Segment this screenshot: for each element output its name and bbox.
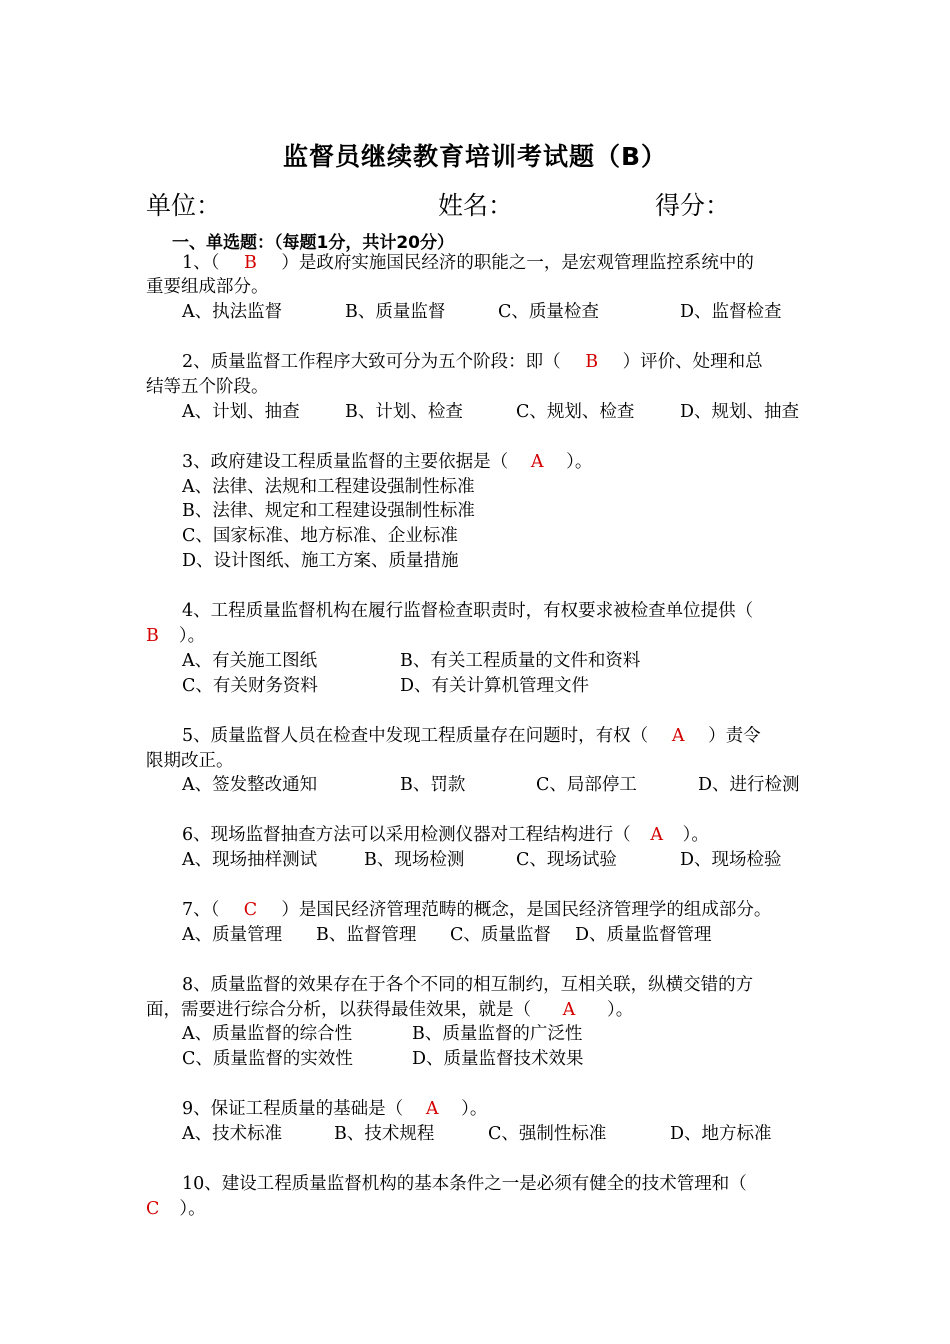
question-text: ）评价、处理和总 xyxy=(622,352,763,372)
question-1-cont: 重要组成部分。 xyxy=(146,277,269,297)
question-8-cont xyxy=(146,998,633,1022)
option: B、计划、检查 xyxy=(345,402,463,422)
option: C、强制性标准 xyxy=(488,1124,607,1144)
option: B、罚款 xyxy=(400,775,466,795)
unit-label: 单位： xyxy=(146,191,222,220)
question-text: ）是国民经济管理范畴的概念，是国民经济管理学的组成部分。 xyxy=(281,900,772,920)
question-text: ）。 xyxy=(566,452,593,472)
question-8: 8、质量监督的效果存在于各个不同的相互制约，互相关联，纵横交错的方 xyxy=(182,975,754,995)
option: A、现场抽样测试 xyxy=(182,850,318,870)
option: D、质量监督技术效果 xyxy=(412,1049,584,1069)
question-text: 7、（ xyxy=(182,900,220,920)
option: D、监督检查 xyxy=(680,302,782,322)
question-text: 2、质量监督工作程序大致可分为五个阶段：即（ xyxy=(182,352,561,372)
answer: C xyxy=(243,900,258,920)
option: D、地方标准 xyxy=(670,1124,772,1144)
question-2 xyxy=(182,350,763,374)
option: B、质量监督的广泛性 xyxy=(412,1024,583,1044)
option: D、进行检测 xyxy=(698,775,800,795)
option: D、规划、抽查 xyxy=(680,402,800,422)
option: A、质量管理 xyxy=(182,925,283,945)
option: C、有关财务资料 xyxy=(182,676,318,696)
option: B、现场检测 xyxy=(364,850,465,870)
answer: A xyxy=(671,726,685,746)
score-label: 得分： xyxy=(655,191,731,220)
answer: B xyxy=(243,253,257,273)
question-10: 10、建设工程质量监督机构的基本条件之一是必须有健全的技术管理和（ xyxy=(182,1174,747,1194)
answer: A xyxy=(650,825,663,845)
answer: A xyxy=(530,452,544,472)
page-title: 监督员继续教育培训考试题（B） xyxy=(282,142,668,171)
option: D、现场检验 xyxy=(680,850,782,870)
question-text: ）。 xyxy=(607,1000,634,1020)
option: B、质量监督 xyxy=(345,302,446,322)
option: A、执法监督 xyxy=(182,302,283,322)
option: C、规划、检查 xyxy=(516,402,635,422)
question-text: ）。 xyxy=(178,626,206,646)
question-text: ）。 xyxy=(682,825,709,845)
question-7 xyxy=(182,898,771,922)
question-3 xyxy=(182,450,592,474)
question-text: ）是政府实施国民经济的职能之一，是宏观管理监控系统中的 xyxy=(281,253,754,273)
option: B、有关工程质量的文件和资料 xyxy=(400,651,641,671)
question-text: 9、保证工程质量的基础是（ xyxy=(182,1099,404,1119)
question-4-cont xyxy=(146,624,205,648)
answer: A xyxy=(562,1000,576,1020)
option: D、质量监督管理 xyxy=(575,925,712,945)
option: B、监督管理 xyxy=(316,925,417,945)
question-6 xyxy=(182,823,709,847)
answer: A xyxy=(425,1099,439,1119)
question-10-cont xyxy=(146,1197,206,1221)
question-4: 4、工程质量监督机构在履行监督检查职责时，有权要求被检查单位提供（ xyxy=(182,601,754,621)
section-title: 一、单选题：（每题1分，共计20分） xyxy=(172,233,454,253)
option: A、有关施工图纸 xyxy=(182,651,318,671)
option: C、现场试验 xyxy=(516,850,617,870)
option: A、技术标准 xyxy=(182,1124,283,1144)
option: B、法律、规定和工程建设强制性标准 xyxy=(182,501,475,521)
question-text: ）。 xyxy=(179,1199,206,1219)
option: B、技术规程 xyxy=(334,1124,435,1144)
question-text: 1、（ xyxy=(182,253,220,273)
option: A、签发整改通知 xyxy=(182,775,318,795)
name-label: 姓名： xyxy=(438,191,514,220)
question-9 xyxy=(182,1097,487,1121)
question-text: ）。 xyxy=(461,1099,488,1119)
question-text: 3、政府建设工程质量监督的主要依据是（ xyxy=(182,452,509,472)
question-5 xyxy=(182,724,761,748)
question-5-cont: 限期改正。 xyxy=(146,751,234,771)
answer: B xyxy=(146,626,159,646)
question-text: ）责令 xyxy=(708,726,761,746)
question-text: 5、质量监督人员在检查中发现工程质量存在问题时，有权（ xyxy=(182,726,649,746)
question-1 xyxy=(182,251,754,275)
answer: B xyxy=(585,352,599,372)
option: C、国家标准、地方标准、企业标准 xyxy=(182,526,458,546)
option: A、质量监督的综合性 xyxy=(182,1024,353,1044)
question-text: 6、现场监督抽查方法可以采用检测仪器对工程结构进行（ xyxy=(182,825,631,845)
question-2-cont: 结等五个阶段。 xyxy=(146,377,269,397)
question-text: 面，需要进行综合分析，以获得最佳效果，就是（ xyxy=(146,1000,531,1020)
option: C、质量监督 xyxy=(450,925,551,945)
option: A、计划、抽查 xyxy=(182,402,300,422)
option: C、质量检查 xyxy=(498,302,599,322)
option: D、设计图纸、施工方案、质量措施 xyxy=(182,551,459,571)
answer: C xyxy=(146,1199,160,1219)
option: D、有关计算机管理文件 xyxy=(400,676,590,696)
option: A、法律、法规和工程建设强制性标准 xyxy=(182,477,475,497)
option: C、局部停工 xyxy=(536,775,637,795)
option: C、质量监督的实效性 xyxy=(182,1049,353,1069)
